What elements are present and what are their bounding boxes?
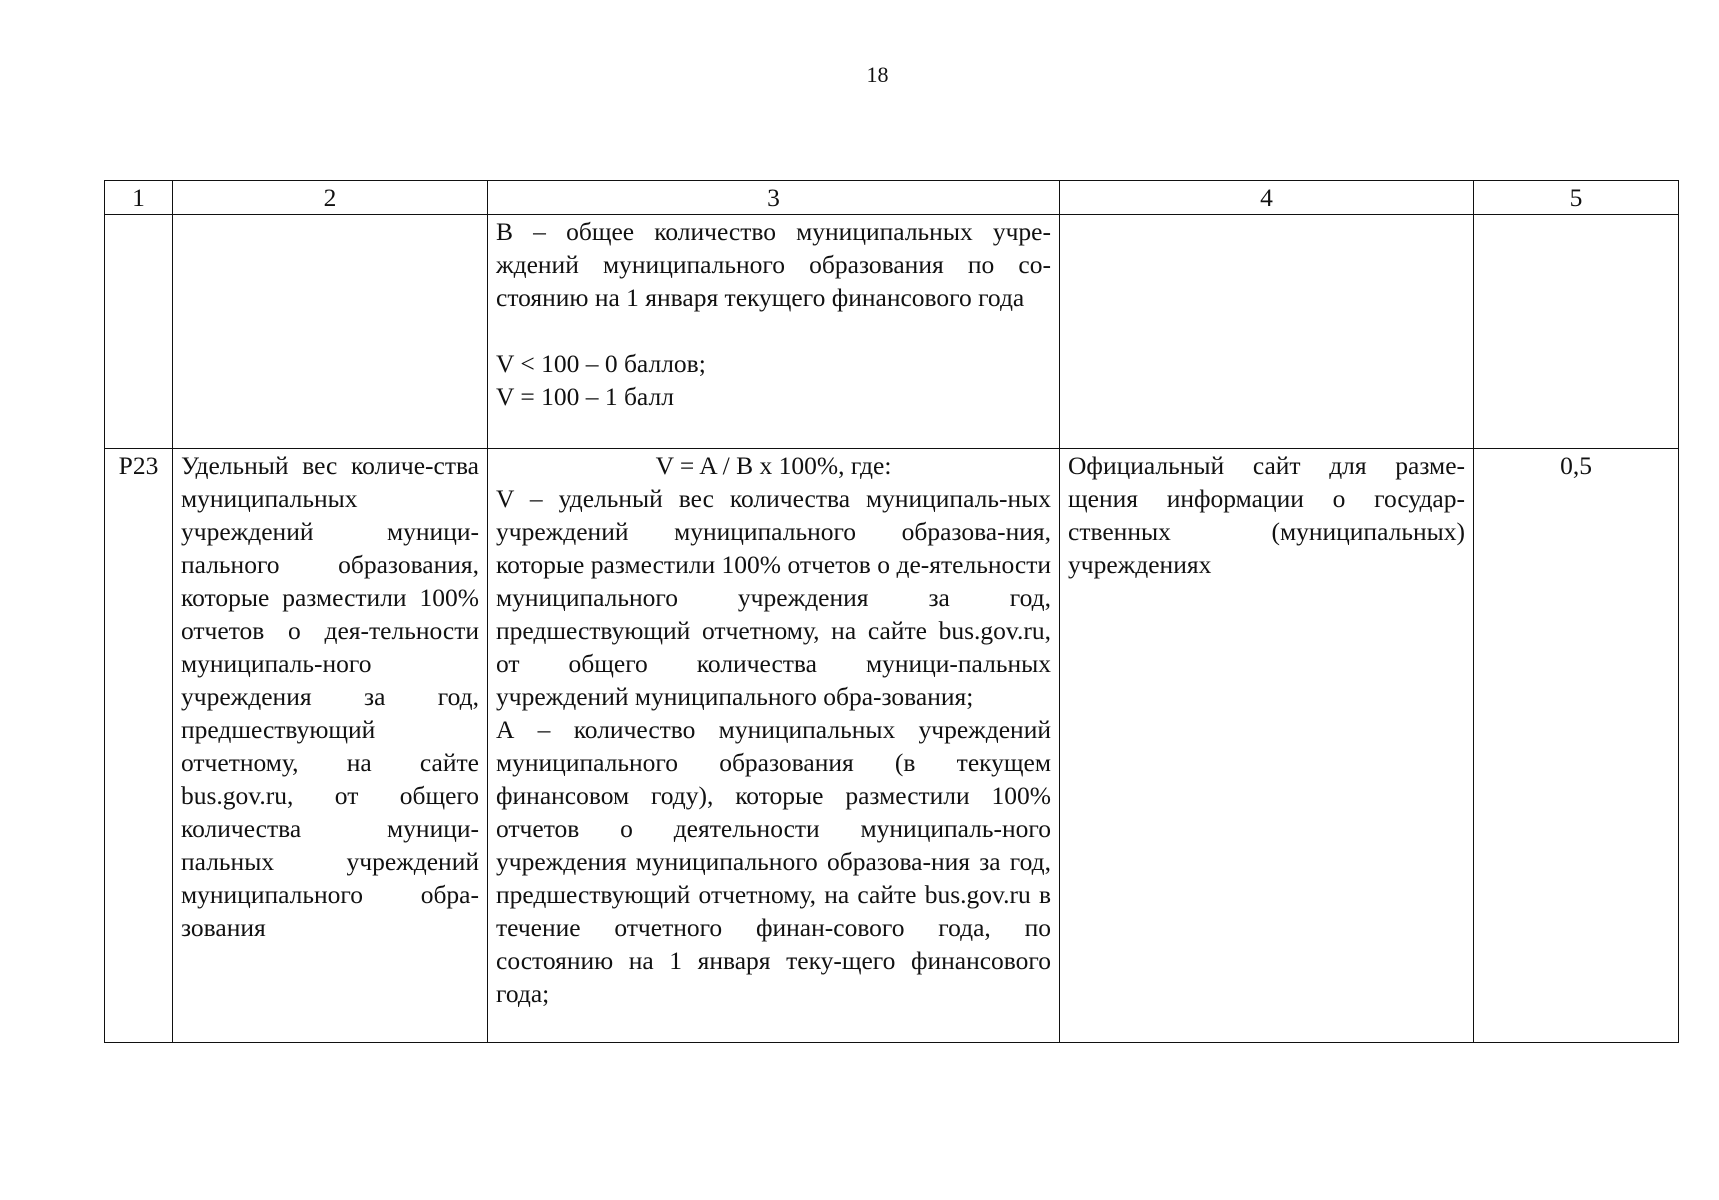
cell-code-empty — [105, 215, 173, 449]
header-col-4: 4 — [1060, 181, 1474, 215]
cell-formula-continuation — [488, 215, 1060, 449]
header-col-1: 1 — [105, 181, 173, 215]
formula: V = A / B х 100%, где: — [655, 451, 892, 480]
indicators-table — [104, 180, 1679, 1043]
header-col-5: 5 — [1474, 181, 1679, 215]
table-row-p23 — [105, 449, 1679, 1043]
score-rule-1: V < 100 – 0 баллов; — [496, 349, 706, 378]
cell-code: Р23 — [105, 449, 173, 1043]
definition-b: В – общее количество муниципальных учре-ждений муниципального образования по со-стоянию на 1 января текущего финансового года — [496, 217, 1051, 312]
table-row-continuation — [105, 215, 1679, 449]
cell-weight: 0,5 — [1474, 449, 1679, 1043]
cell-source: Официальный сайт для разме-щения информации о государ-ственных (муниципальных) учреждениях — [1060, 449, 1474, 1043]
cell-source-empty — [1060, 215, 1474, 449]
cell-indicator: Удельный вес количе-ства муниципальных учреждений муници-пального образования, которые разместили 100% отчетов о дея-тельности муниципаль-ного учреждения за год, предшествующий отчетному, на сайте bus.gov.ru, от общего количества муници-пальных учреждений муниципального обра-зования — [173, 449, 488, 1043]
cell-weight-empty — [1474, 215, 1679, 449]
page-number: 18 — [866, 62, 889, 87]
definition-a: А – количество муниципальных учреждений муниципального образования (в текущем финансовом году), которые разместили 100% отчетов о деятельности муниципаль-ного учреждения муниципального образова-ния за год, предшествующий отчетному, на сайте bus.gov.ru в течение отчетного финан-сового года, по состоянию на 1 января теку-щего финансового года; — [496, 715, 1051, 1008]
header-col-3: 3 — [488, 181, 1060, 215]
cell-formula — [488, 449, 1060, 1043]
score-rule-2: V = 100 – 1 балл — [496, 382, 674, 411]
header-col-2: 2 — [173, 181, 488, 215]
cell-indicator-empty — [173, 215, 488, 449]
definition-v: V – удельный вес количества муниципаль-ных учреждений муниципального образова-ния, которые разместили 100% отчетов о де-ятельности муниципального учреждения за год, предшествующий отчетному, на сайте bus.gov.ru, от общего количества муници-пальных учреждений муниципального обра-зования; — [496, 484, 1051, 711]
table-header-row — [105, 181, 1679, 215]
